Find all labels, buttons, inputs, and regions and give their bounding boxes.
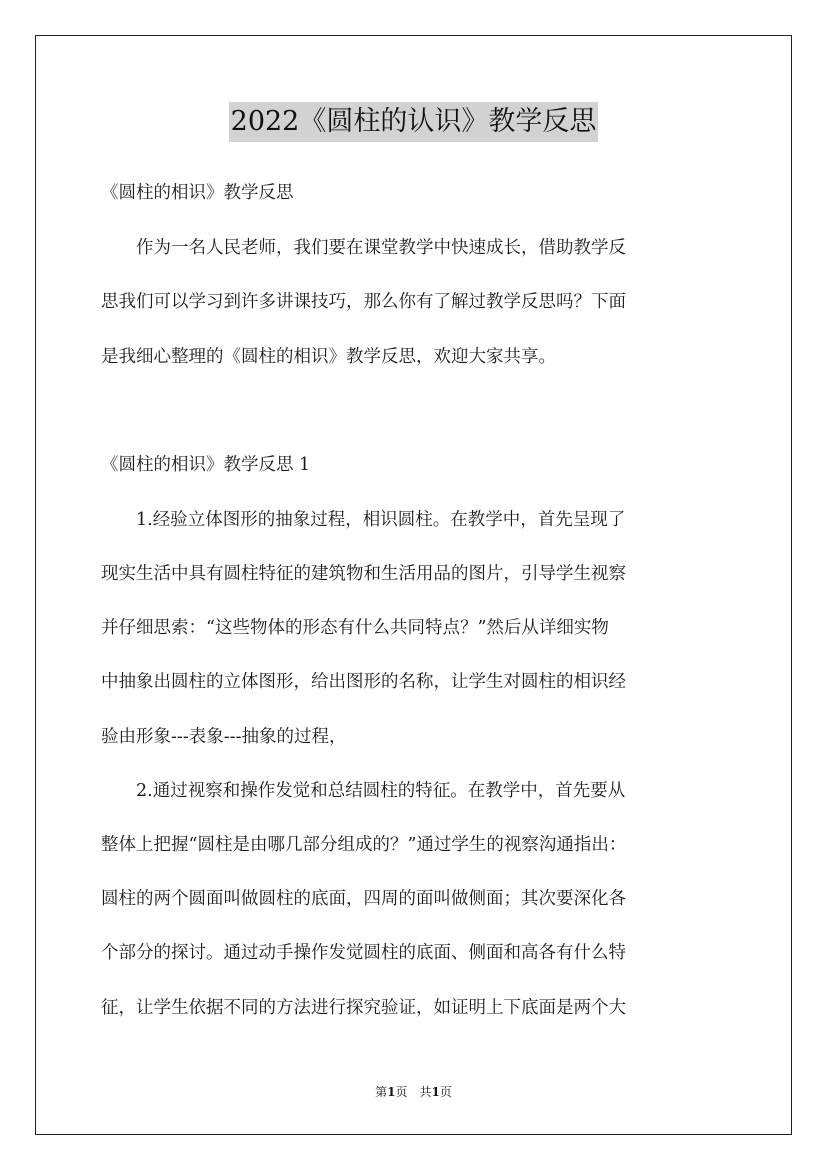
paragraph-line: 1.经验立体图形的抽象过程，相识圆柱。在教学中，首先呈现了 — [101, 510, 626, 530]
footer-page-number: 1 — [387, 1085, 396, 1099]
paragraph-line: 验由形象---表象---抽象的过程， — [101, 727, 347, 747]
intro-line: 思我们可以学习到许多讲课技巧，那么你有了解过教学反思吗？下面 — [101, 292, 626, 312]
intro-line: 作为一名人民老师，我们要在课堂教学中快速成长，借助教学反 — [101, 238, 626, 258]
document-title: 2022《圆柱的认识》教学反思 — [229, 102, 599, 142]
footer-page-total: 1 — [431, 1085, 440, 1099]
paragraph-line: 个部分的探讨。通过动手操作发觉圆柱的底面、侧面和高各有什么特 — [101, 943, 626, 963]
footer-prefix: 第 — [375, 1085, 388, 1099]
paragraph-line: 圆柱的两个圆面叫做圆柱的底面，四周的面叫做侧面；其次要深化各 — [101, 889, 626, 909]
footer-mid: 页 共 — [395, 1085, 432, 1099]
subtitle: 《圆柱的相识》教学反思 — [101, 183, 294, 203]
section-heading: 《圆柱的相识》教学反思 1 — [101, 455, 311, 475]
paragraph-line: 2.通过视察和操作发觉和总结圆柱的特征。在教学中，首先要从 — [101, 781, 626, 801]
page-footer — [0, 1084, 827, 1100]
paragraph-line: 并仔细思索：“这些物体的形态有什么共同特点？”然后从详细实物 — [101, 618, 609, 638]
intro-line: 是我细心整理的《圆柱的相识》教学反思，欢迎大家共享。 — [101, 347, 556, 367]
footer-suffix: 页 — [439, 1085, 452, 1099]
paragraph-line: 中抽象出圆柱的立体图形，给出图形的名称，让学生对圆柱的相识经 — [101, 672, 626, 692]
paragraph-line: 现实生活中具有圆柱特征的建筑物和生活用品的图片，引导学生视察 — [101, 564, 626, 584]
paragraph-line: 整体上把握“圆柱是由哪几部分组成的？”通过学生的视察沟通指出： — [101, 835, 627, 855]
title-wrap — [0, 102, 827, 142]
paragraph-line: 征，让学生依据不同的方法进行探究验证，如证明上下底面是两个大 — [101, 998, 626, 1018]
